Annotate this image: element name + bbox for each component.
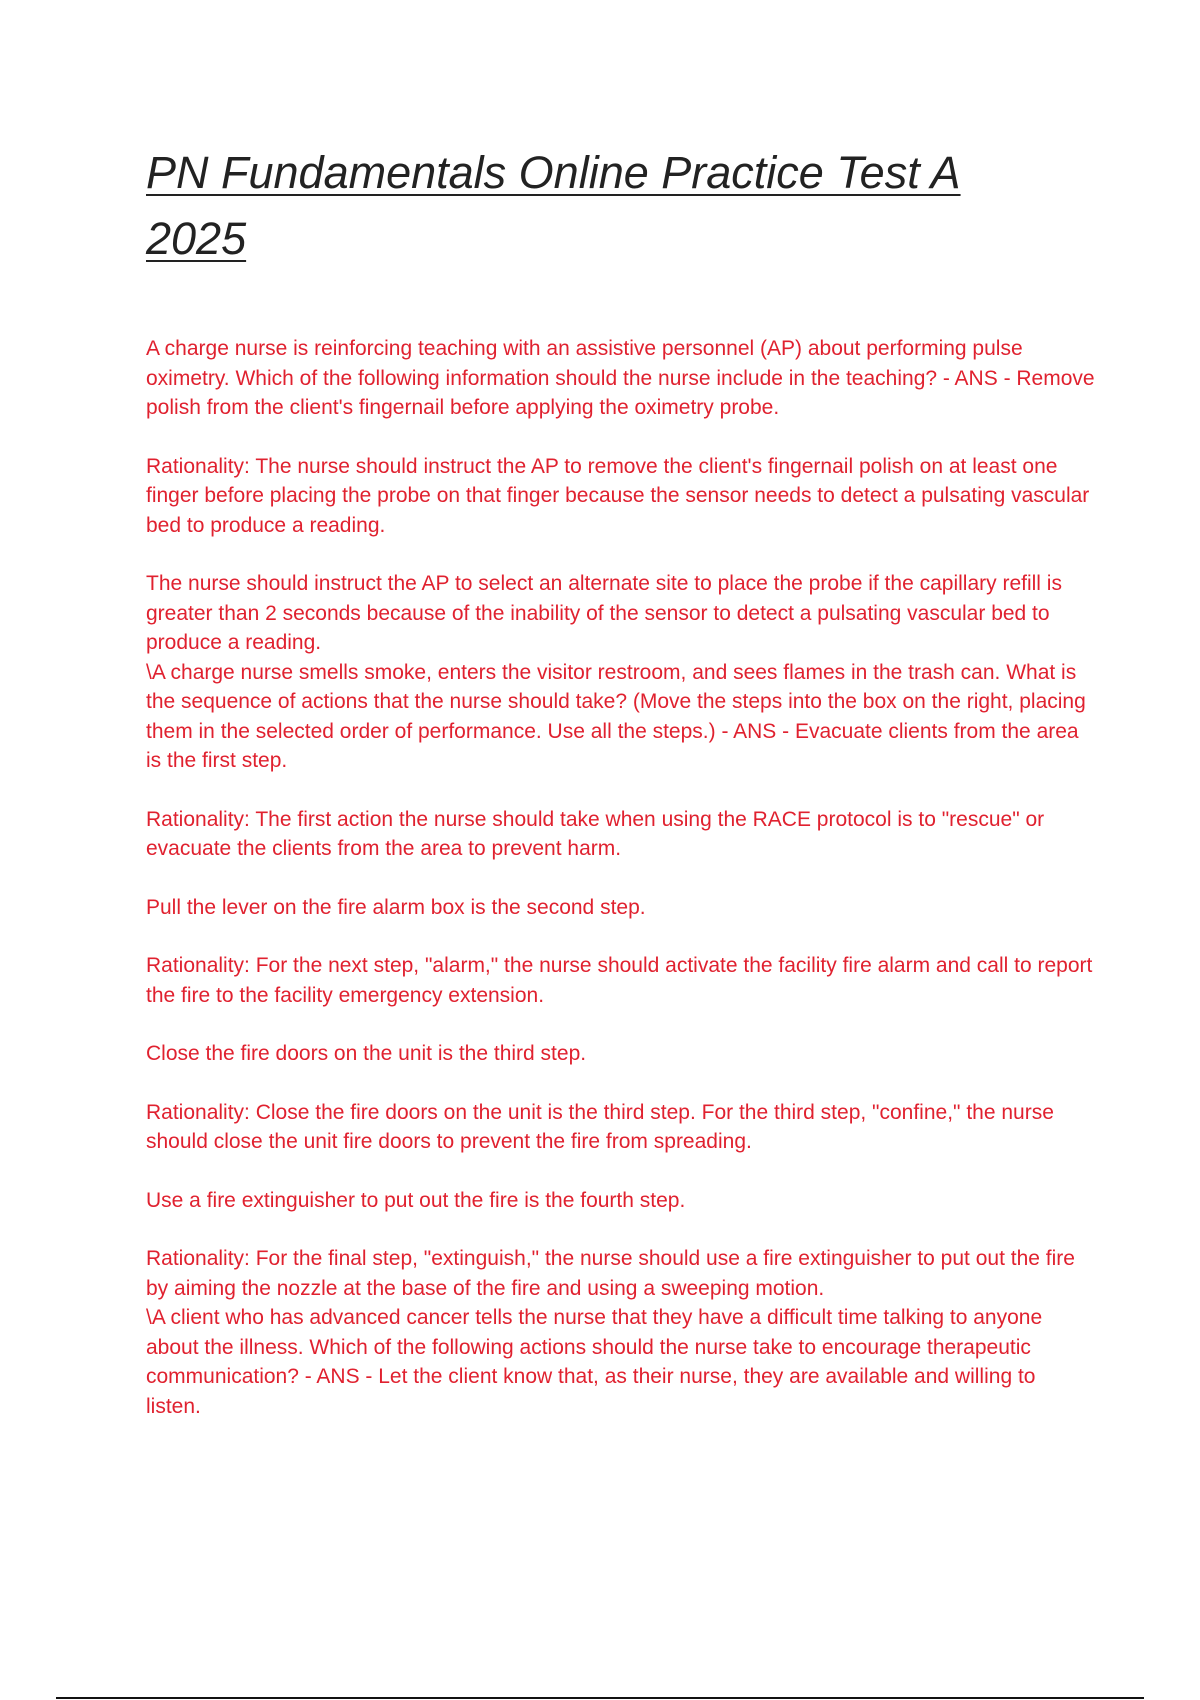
question-3-paragraph: \A client who has advanced cancer tells the nurse that they have a difficult time talking to anyone about the illness. Which of the following actions should the nurse take to encourage therapeutic communication? - ANS - Let the client know that, as their nurse, they are available and willing to listen. bbox=[146, 1306, 1043, 1418]
question-1-paragraph: A charge nurse is reinforcing teaching with an assistive personnel (AP) about performing pulse oximetry. Which of the following information should the nurse include in the teaching? - ANS - Remove polish from the client's fingernail before applying the oximetry probe. bbox=[146, 337, 1095, 419]
rationale-2b-paragraph: Rationality: For the next step, "alarm," the nurse should activate the facility fire alarm and call to report the fire to the facility emergency extension. bbox=[146, 954, 1093, 1007]
step-2-paragraph: Pull the lever on the fire alarm box is the second step. bbox=[146, 895, 646, 919]
step-3-paragraph: Close the fire doors on the unit is the third step. bbox=[146, 1042, 587, 1065]
footer-divider bbox=[56, 1697, 1144, 1699]
document-body bbox=[146, 334, 1096, 1421]
step-4-paragraph: Use a fire extinguisher to put out the fire is the fourth step. bbox=[146, 1188, 686, 1212]
rationale-2a-paragraph: Rationality: The first action the nurse should take when using the RACE protocol is to "rescue" or evacuate the clients from the area to prevent harm. bbox=[146, 807, 1045, 860]
question-2-paragraph: \A charge nurse smells smoke, enters the visitor restroom, and sees flames in the trash can. What is the sequence of actions that the nurse should take? (Move the steps into the box on the right, placing them in the selected order of performance. Use all the steps.) - ANS - Evacuate clients from the area is the first step. bbox=[146, 660, 1086, 772]
rationale-2c-paragraph: Rationality: Close the fire doors on the unit is the third step. For the third step, "confine," the nurse should close the unit fire doors to prevent the fire from spreading. bbox=[146, 1100, 1054, 1153]
rationale-1a-paragraph: Rationality: The nurse should instruct the AP to remove the client's fingernail polish on at least one finger before placing the probe on that finger because the sensor needs to detect a pulsating vascular bed to produce a reading. bbox=[146, 454, 1090, 537]
rationale-2d-paragraph: Rationality: For the final step, "extinguish," the nurse should use a fire extinguisher to put out the fire by aiming the nozzle at the base of the fire and using a sweeping motion. bbox=[146, 1247, 1075, 1300]
document-title: PN Fundamentals Online Practice Test A 2025 bbox=[146, 147, 961, 264]
rationale-1b-paragraph: The nurse should instruct the AP to select an alternate site to place the probe if the capillary refill is greater than 2 seconds because of the inability of the sensor to detect a pulsating vascular bed to produce a reading. bbox=[146, 572, 1062, 654]
